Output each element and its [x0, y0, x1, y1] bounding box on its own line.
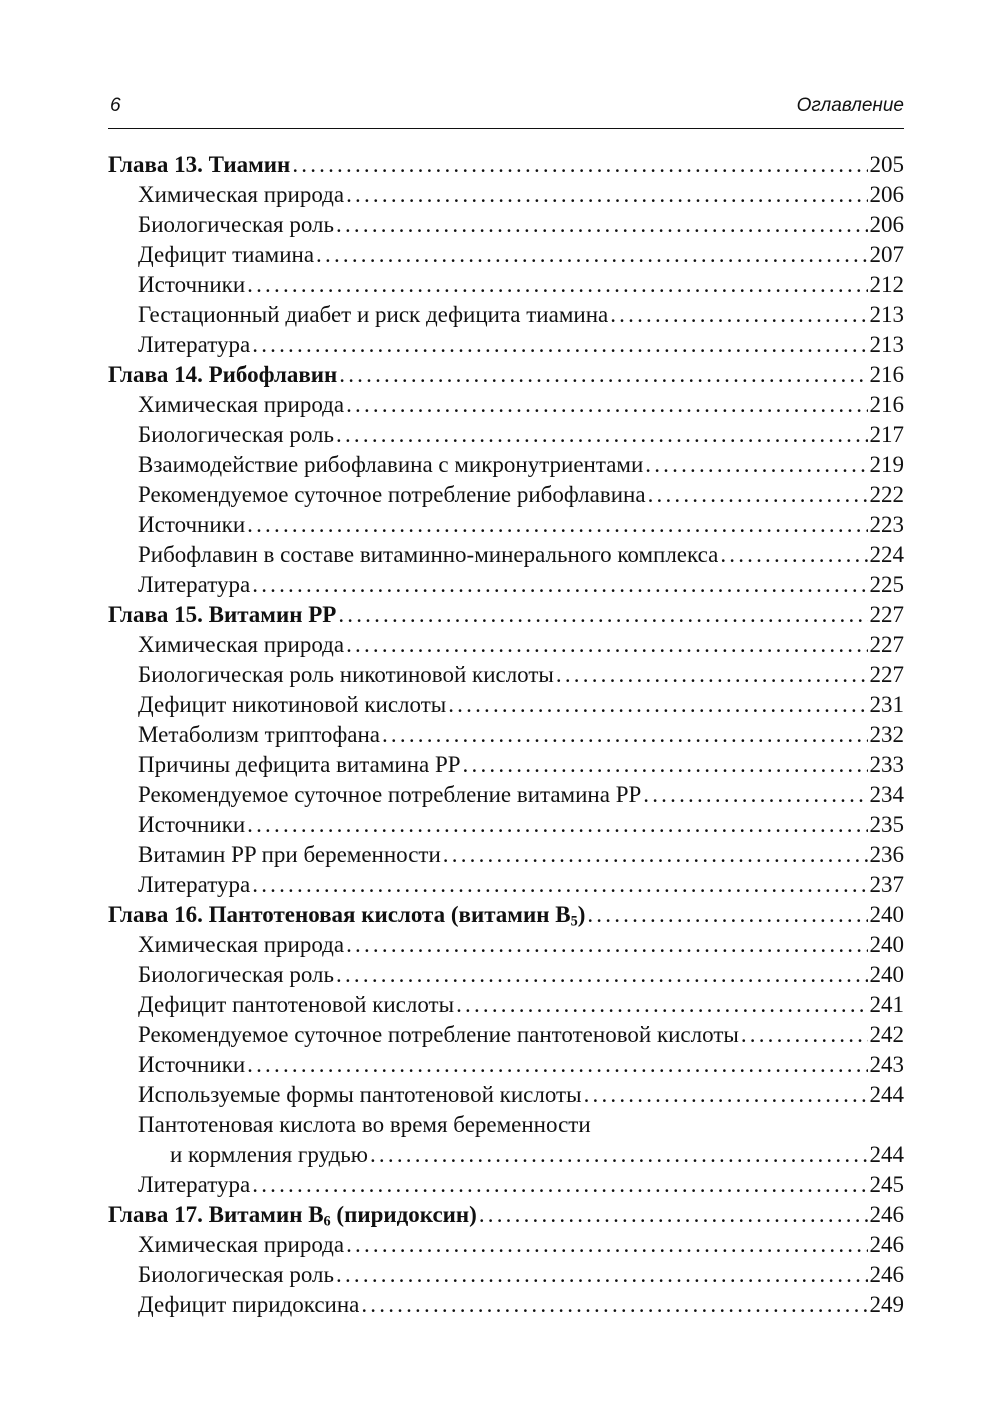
- toc-title-text: Гестационный диабет и риск дефицита тиамина: [138, 302, 609, 327]
- toc-title-text: Рекомендуемое суточное потребление витамина PP: [138, 782, 642, 807]
- toc-page-number: 242: [869, 1022, 904, 1047]
- dot-leader: [336, 420, 867, 450]
- toc-entry: [108, 390, 904, 420]
- toc-title-text: Пантотеновая кислота во время беременности: [138, 1112, 591, 1137]
- toc-title-text: Дефицит пантотеновой кислоты: [138, 992, 455, 1017]
- toc-title-text: Глава 17. Витамин B: [108, 1202, 324, 1227]
- toc-title-text: Литература: [138, 572, 251, 597]
- toc-entry-title: [138, 1080, 582, 1110]
- toc-entry-title: [138, 1110, 591, 1140]
- toc-title-text: Взаимодействие рибофлавина с микронутриентами: [138, 452, 644, 477]
- dot-leader: [316, 240, 867, 270]
- toc-entry-title: [138, 390, 344, 420]
- toc-entry: [108, 810, 904, 840]
- toc-entry-title: [108, 900, 585, 930]
- toc-entry: [108, 180, 904, 210]
- toc-title-text: Рекомендуемое суточное потребление рибофлавина: [138, 482, 646, 507]
- dot-leader: [346, 1230, 867, 1260]
- toc-entry-title: [138, 990, 454, 1020]
- dot-leader: [556, 660, 868, 690]
- toc-entry-title: [138, 960, 334, 990]
- toc-entry-title: [138, 210, 334, 240]
- toc-entry-title: [138, 570, 250, 600]
- toc-page-number: 213: [869, 302, 904, 327]
- dot-leader: [247, 270, 867, 300]
- toc-page-number: 224: [869, 542, 904, 567]
- toc-title-text: Глава 13. Тиамин: [108, 152, 291, 177]
- toc-entry: [108, 330, 904, 360]
- toc-title-end: ): [577, 902, 586, 927]
- toc-entry: [108, 990, 904, 1020]
- toc-page-number: 213: [869, 332, 904, 357]
- toc-entry: [108, 1170, 904, 1200]
- toc-entry-title: [138, 720, 380, 750]
- toc-title-text: и кормления грудью: [170, 1142, 368, 1167]
- toc-entry: [108, 870, 904, 900]
- toc-entry: [108, 1140, 904, 1170]
- dot-leader: [463, 750, 868, 780]
- toc-page-number: 240: [869, 902, 904, 927]
- toc-page-number: 244: [869, 1142, 904, 1167]
- toc-title-text: Биологическая роль: [138, 962, 335, 987]
- toc-entry-title: [138, 690, 446, 720]
- toc-page-number: 216: [869, 362, 904, 387]
- toc-page-number: 244: [869, 1082, 904, 1107]
- toc-entry-title: [138, 450, 643, 480]
- dot-leader: [456, 990, 867, 1020]
- dot-leader: [443, 840, 868, 870]
- toc-entry-title: [108, 150, 290, 180]
- toc-title-text: Биологическая роль: [138, 212, 335, 237]
- toc-entry-title: [138, 1050, 245, 1080]
- toc-page-number: 240: [869, 932, 904, 957]
- header-rule: [108, 128, 904, 129]
- toc-entry: [108, 420, 904, 450]
- toc-page-number: 236: [869, 842, 904, 867]
- toc-entry: [108, 1230, 904, 1260]
- toc-entry-title: [108, 600, 336, 630]
- toc-page-number: 241: [869, 992, 904, 1017]
- toc-entry-title: [138, 420, 334, 450]
- dot-leader: [247, 510, 867, 540]
- toc-page-number: 235: [869, 812, 904, 837]
- toc-title-text: Источники: [138, 512, 246, 537]
- toc-entry-title: [138, 870, 250, 900]
- dot-leader: [252, 1170, 867, 1200]
- toc-entry-title: [138, 930, 344, 960]
- dot-leader: [346, 390, 867, 420]
- toc-entry: [108, 1080, 904, 1110]
- toc-title-text: Дефицит никотиновой кислоты: [138, 692, 447, 717]
- toc-entry-title: [138, 1290, 359, 1320]
- toc-page-number: 243: [869, 1052, 904, 1077]
- toc-title-text: Химическая природа: [138, 632, 345, 657]
- toc-entry: [108, 930, 904, 960]
- toc-entry: [108, 1020, 904, 1050]
- toc-entry-title: [138, 1020, 739, 1050]
- toc-entry: [108, 270, 904, 300]
- dot-leader: [643, 780, 867, 810]
- toc-page-number: 233: [869, 752, 904, 777]
- toc-page-number: 246: [869, 1232, 904, 1257]
- toc-page-number: 246: [869, 1202, 904, 1227]
- toc-entry-title: [138, 1260, 334, 1290]
- toc-entry-title: [138, 240, 314, 270]
- toc-chapter: [108, 600, 904, 630]
- toc-page-number: 222: [869, 482, 904, 507]
- toc-page-number: 231: [869, 692, 904, 717]
- toc-entry-title: [138, 630, 344, 660]
- toc-page-number: 237: [869, 872, 904, 897]
- toc-entry: [108, 240, 904, 270]
- toc-page-number: 205: [869, 152, 904, 177]
- toc-entry: [108, 1050, 904, 1080]
- toc-entry: [108, 720, 904, 750]
- toc-chapter: [108, 360, 904, 390]
- table-of-contents: [108, 150, 904, 1320]
- dot-leader: [247, 1050, 867, 1080]
- toc-entry-title: [138, 1170, 250, 1200]
- toc-page-number: 207: [869, 242, 904, 267]
- toc-entry: [108, 570, 904, 600]
- toc-entry-title: [138, 330, 250, 360]
- toc-title-text: Рибофлавин в составе витаминно-минерального комплекса: [138, 542, 719, 567]
- toc-entry-title: [138, 810, 245, 840]
- toc-title-text: Химическая природа: [138, 182, 345, 207]
- toc-title-text: Источники: [138, 812, 246, 837]
- toc-title-text: Химическая природа: [138, 392, 345, 417]
- toc-entry: [108, 630, 904, 660]
- toc-entry: [108, 1260, 904, 1290]
- dot-leader: [610, 300, 867, 330]
- toc-page-number: 223: [869, 512, 904, 537]
- toc-entry: [108, 450, 904, 480]
- toc-chapter: [108, 150, 904, 180]
- toc-entry-title: [170, 1140, 368, 1170]
- dot-leader: [448, 690, 867, 720]
- toc-title-text: Литература: [138, 1172, 251, 1197]
- dot-leader: [252, 570, 867, 600]
- dot-leader: [645, 450, 867, 480]
- toc-entry-title: [138, 510, 245, 540]
- toc-page-number: 217: [869, 422, 904, 447]
- toc-page-number: 245: [869, 1172, 904, 1197]
- toc-page-number: 246: [869, 1262, 904, 1287]
- toc-title-text: Литература: [138, 332, 251, 357]
- toc-title-text: Дефицит тиамина: [138, 242, 315, 267]
- toc-page-number: 240: [869, 962, 904, 987]
- running-header: [108, 94, 904, 118]
- toc-title-text: Литература: [138, 872, 251, 897]
- toc-title-end: (пиридоксин): [330, 1202, 477, 1227]
- dot-leader: [336, 210, 867, 240]
- toc-entry: [108, 540, 904, 570]
- toc-entry: [108, 300, 904, 330]
- toc-page-number: 206: [869, 182, 904, 207]
- dot-leader: [338, 600, 867, 630]
- subscript: 6: [323, 1213, 331, 1230]
- toc-entry-title: [108, 1200, 477, 1230]
- toc-title-text: Причины дефицита витамина PP: [138, 752, 461, 777]
- toc-title-text: Глава 14. Рибофлавин: [108, 362, 338, 387]
- dot-leader: [587, 900, 867, 930]
- toc-entry: [108, 750, 904, 780]
- toc-page-number: 232: [869, 722, 904, 747]
- toc-title-text: Биологическая роль: [138, 422, 335, 447]
- toc-title-text: Витамин PP при беременности: [138, 842, 441, 867]
- toc-entry: [108, 780, 904, 810]
- toc-entry-title: [138, 180, 344, 210]
- toc-page-number: 227: [869, 662, 904, 687]
- toc-entry-title: [138, 750, 461, 780]
- dot-leader: [339, 360, 867, 390]
- toc-page-number: 219: [869, 452, 904, 477]
- toc-page-number: 212: [869, 272, 904, 297]
- toc-title-text: Источники: [138, 272, 246, 297]
- toc-title-text: Используемые формы пантотеновой кислоты: [138, 1082, 582, 1107]
- dot-leader: [370, 1140, 868, 1170]
- running-title: Оглавление: [796, 95, 904, 116]
- toc-entry: [108, 840, 904, 870]
- toc-chapter: [108, 1200, 904, 1230]
- toc-page-number: 227: [869, 632, 904, 657]
- toc-title-text: Дефицит пиридоксина: [138, 1292, 360, 1317]
- toc-chapter: [108, 900, 904, 930]
- dot-leader: [346, 930, 867, 960]
- toc-entry: [108, 660, 904, 690]
- toc-entry: [108, 1290, 904, 1320]
- toc-entry: [108, 510, 904, 540]
- toc-title-text: Источники: [138, 1052, 246, 1077]
- toc-title-text: Рекомендуемое суточное потребление пантотеновой кислоты: [138, 1022, 739, 1047]
- subscript: 5: [570, 913, 578, 930]
- toc-title-text: Глава 16. Пантотеновая кислота (витамин B: [108, 902, 571, 927]
- dot-leader: [648, 480, 868, 510]
- toc-title-text: Глава 15. Витамин PP: [108, 602, 337, 627]
- toc-entry-title: [138, 540, 718, 570]
- toc-page-number: 227: [869, 602, 904, 627]
- dot-leader: [361, 1290, 867, 1320]
- toc-page-number: 225: [869, 572, 904, 597]
- dot-leader: [336, 1260, 867, 1290]
- toc-page-number: 206: [869, 212, 904, 237]
- toc-entry: [108, 210, 904, 240]
- toc-entry: [108, 960, 904, 990]
- dot-leader: [252, 870, 867, 900]
- toc-entry: [108, 1110, 904, 1140]
- toc-entry-title: [108, 360, 337, 390]
- dot-leader: [247, 810, 867, 840]
- toc-entry-title: [138, 780, 641, 810]
- toc-entry-title: [138, 840, 441, 870]
- dot-leader: [292, 150, 867, 180]
- toc-entry-title: [138, 1230, 344, 1260]
- toc-entry: [108, 480, 904, 510]
- dot-leader: [336, 960, 867, 990]
- toc-page-number: 249: [869, 1292, 904, 1317]
- dot-leader: [382, 720, 868, 750]
- dot-leader: [252, 330, 867, 360]
- toc-entry-title: [138, 480, 646, 510]
- toc-entry-title: [138, 660, 554, 690]
- toc-entry-title: [138, 270, 245, 300]
- page-number: 6: [110, 95, 121, 116]
- toc-page-number: 234: [869, 782, 904, 807]
- toc-title-text: Биологическая роль: [138, 1262, 335, 1287]
- toc-entry: [108, 690, 904, 720]
- dot-leader: [346, 630, 867, 660]
- toc-title-text: Биологическая роль никотиновой кислоты: [138, 662, 554, 687]
- toc-entry-title: [138, 300, 608, 330]
- dot-leader: [741, 1020, 868, 1050]
- toc-title-text: Химическая природа: [138, 1232, 345, 1257]
- toc-title-text: Метаболизм триптофана: [138, 722, 380, 747]
- dot-leader: [346, 180, 867, 210]
- dot-leader: [584, 1080, 868, 1110]
- dot-leader: [720, 540, 867, 570]
- toc-page-number: 216: [869, 392, 904, 417]
- dot-leader: [479, 1200, 868, 1230]
- toc-title-text: Химическая природа: [138, 932, 345, 957]
